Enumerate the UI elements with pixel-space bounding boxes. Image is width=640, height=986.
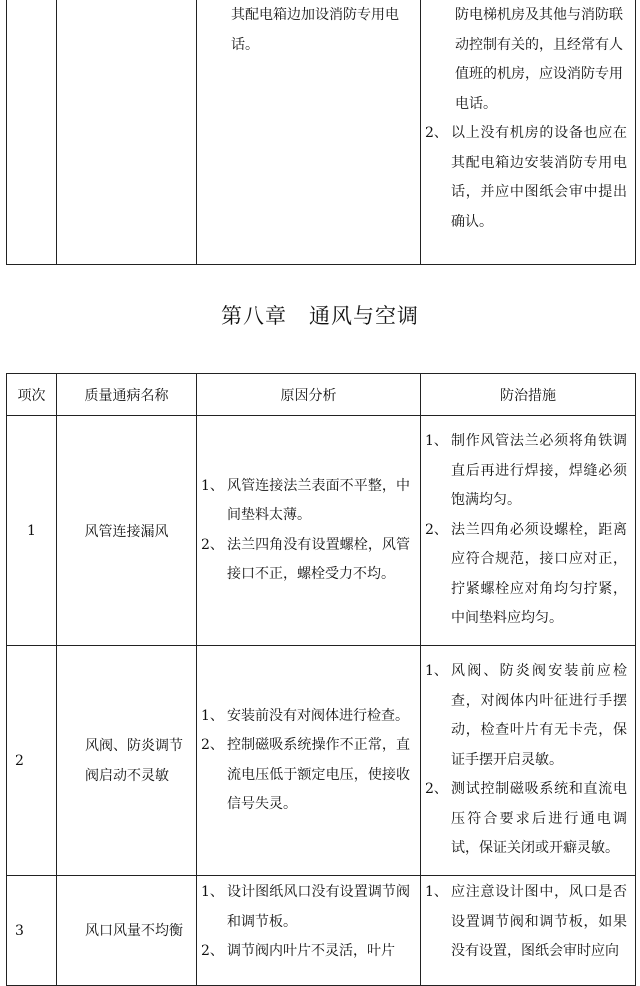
table-row bbox=[7, 646, 636, 876]
continuation-table bbox=[6, 0, 636, 265]
table-header-row bbox=[7, 374, 636, 416]
item-number: 1、 bbox=[425, 433, 448, 450]
item-text: 控制磁吸系统操作不正常，直流电压低于额定电压，使接收信号失灵。 bbox=[227, 737, 410, 812]
header-cause: 原因分析 bbox=[197, 374, 421, 416]
list-item bbox=[201, 531, 410, 590]
item-number: 1、 bbox=[425, 663, 448, 680]
cell-cause bbox=[197, 646, 421, 876]
item-number: 2、 bbox=[201, 536, 224, 553]
chapter-title: 通风与空调 bbox=[309, 304, 419, 328]
text-line: 值班的机房，应设消防专用 bbox=[455, 66, 623, 82]
cell-cause bbox=[197, 416, 421, 646]
list-item bbox=[201, 937, 410, 967]
item-text: 法兰四角没有设置螺栓，风管接口不正，螺栓受力不均。 bbox=[227, 536, 410, 582]
item-text: 风管连接法兰表面不平整，中间垫料太薄。 bbox=[227, 477, 410, 523]
item-number: 2、 bbox=[201, 943, 224, 959]
item-number: 1、 bbox=[201, 884, 224, 900]
table-row bbox=[7, 416, 636, 646]
list-item bbox=[201, 878, 410, 937]
cell-name: 风口风量不均衡 bbox=[57, 876, 197, 986]
table-row bbox=[7, 876, 636, 986]
item-text: 法兰四角必须设螺栓，距离应符合规范，接口应对正，拧紧螺栓应对角均匀拧紧，中间垫料应均匀。 bbox=[451, 521, 627, 627]
item-text: 安装前没有对阀体进行检查。 bbox=[227, 707, 409, 724]
header-name: 质量通病名称 bbox=[57, 374, 197, 416]
cell-name: 风管连接漏风 bbox=[57, 416, 197, 646]
item-text: 以上没有机房的设备也应在其配电箱边安装消防专用电话，并应中图纸会审中提出确认。 bbox=[451, 125, 627, 230]
defects-table bbox=[6, 373, 636, 986]
item-text: 风阀、防炎阀安装前应检查，对阀体内叶征进行手摆动，检查叶片有无卡壳，保证手摆开启灵敏。 bbox=[451, 663, 627, 768]
cell-num: 1 bbox=[7, 416, 57, 646]
cell-cause bbox=[197, 0, 421, 265]
list-item bbox=[425, 775, 627, 864]
list-item bbox=[425, 119, 627, 237]
chapter-heading bbox=[0, 300, 640, 330]
list-item bbox=[425, 657, 627, 775]
item-number: 2、 bbox=[425, 125, 448, 141]
text-line: 动控制有关的，且经常有人 bbox=[455, 36, 623, 53]
chapter-label: 第八章 bbox=[221, 304, 287, 328]
cell-measure bbox=[421, 0, 636, 265]
list-item bbox=[425, 427, 627, 516]
list-item bbox=[201, 731, 410, 820]
text-line: 话。 bbox=[231, 36, 259, 53]
header-measure: 防治措施 bbox=[421, 374, 636, 416]
cell-num bbox=[7, 0, 57, 265]
item-text: 设计图纸风口没有设置调节阀和调节板。 bbox=[227, 884, 410, 930]
text-line: 防电梯机房及其他与消防联 bbox=[455, 7, 623, 23]
item-number: 2、 bbox=[425, 521, 448, 538]
item-number: 1、 bbox=[425, 884, 448, 900]
item-text: 制作风管法兰必须将角铁调直后再进行焊接，焊缝必须饱满均匀。 bbox=[451, 433, 627, 509]
cell-name bbox=[57, 0, 197, 265]
item-text: 调节阀内叶片不灵活，叶片 bbox=[227, 943, 395, 959]
header-num: 项次 bbox=[7, 374, 57, 416]
cell-num: 3 bbox=[7, 876, 57, 986]
item-number: 1、 bbox=[201, 707, 224, 724]
item-number: 1、 bbox=[201, 477, 224, 494]
cell-measure bbox=[421, 416, 636, 646]
item-number: 2、 bbox=[201, 737, 224, 753]
item-number: 2、 bbox=[425, 781, 448, 798]
text-line: 其配电箱边加设消防专用电 bbox=[231, 7, 399, 23]
table-row bbox=[7, 0, 636, 265]
cell-measure bbox=[421, 876, 636, 986]
list-item bbox=[425, 878, 627, 967]
cell-cause bbox=[197, 876, 421, 986]
item-text: 应注意设计图中，风口是否设置调节阀和调节板，如果没有设置，图纸会审时应向 bbox=[451, 884, 627, 959]
list-item bbox=[425, 516, 627, 634]
list-item bbox=[201, 472, 410, 531]
cell-measure bbox=[421, 646, 636, 876]
cell-num: 2 bbox=[7, 646, 57, 876]
cell-name: 风阀、防炎调节阀启动不灵敏 bbox=[57, 646, 197, 876]
list-item bbox=[201, 702, 410, 732]
item-text: 测试控制磁吸系统和直流电压符合要求后进行通电调试，保证关闭或开癖灵敏。 bbox=[451, 781, 627, 857]
text-line: 电话。 bbox=[455, 95, 497, 112]
